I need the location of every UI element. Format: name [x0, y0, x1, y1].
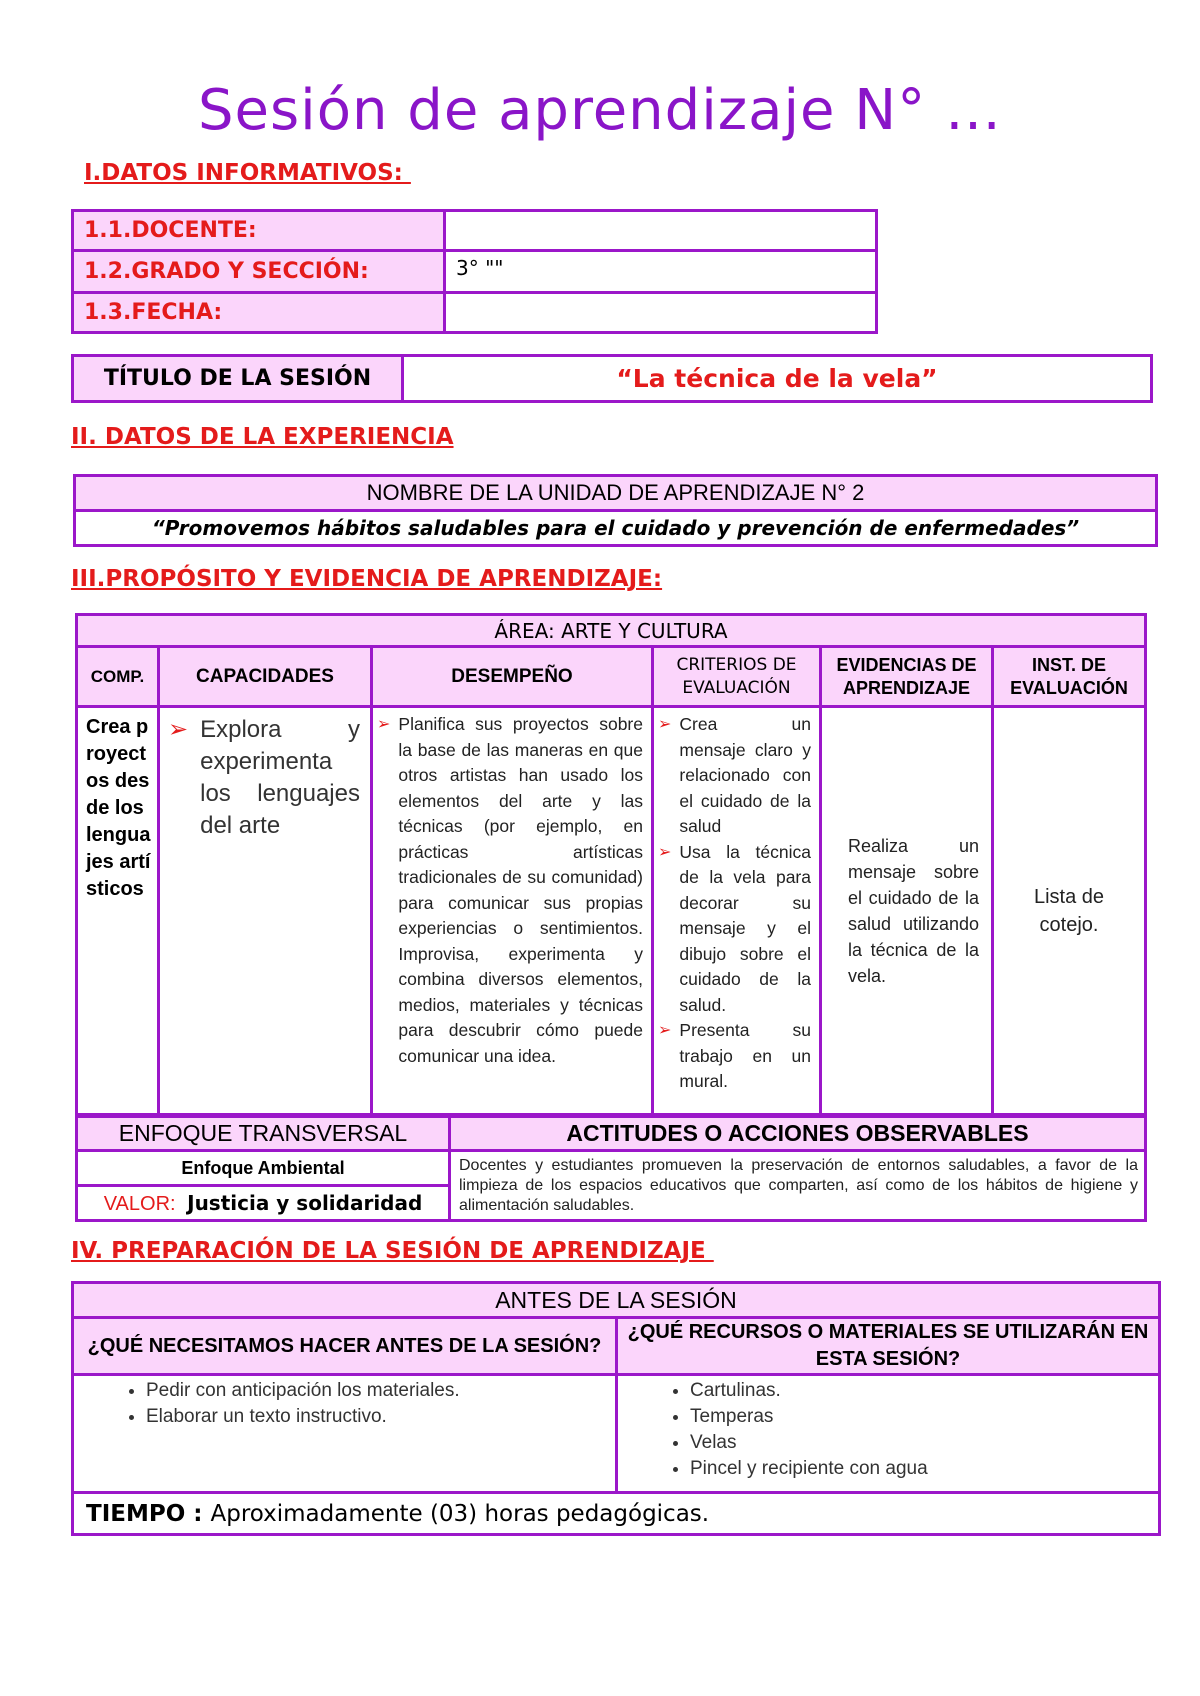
antes-sesion-header: ANTES DE LA SESIÓN [495, 1286, 737, 1313]
titulo-sesion-table [71, 354, 1153, 403]
header-desempeno: DESEMPEÑO [451, 666, 573, 687]
section-heading-datos-experiencia: II. DATOS DE LA EXPERIENCIA [71, 424, 454, 450]
header-criterios: CRITERIOS DE EVALUACIÓN [676, 654, 797, 698]
instrumento-text: Lista de cotejo. [1033, 885, 1105, 936]
list-item: • Elaborar un texto instructivo. [146, 1404, 615, 1430]
titulo-sesion-value: “La técnica de la vela” [616, 364, 938, 393]
recursos-list [618, 1378, 1158, 1482]
capacidad-text: Explora y experimenta los lenguajes del arte [200, 716, 360, 839]
list-item: • Temperas [690, 1404, 1158, 1430]
recursos-header: ¿QUÉ RECURSOS O MATERIALES SE UTILIZARÁN EN ESTA SESIÓN? [627, 1321, 1149, 1370]
list-item: • Velas [690, 1430, 1158, 1456]
hacer-header: ¿QUÉ NECESITAMOS HACER ANTES DE LA SESIÓN? [87, 1334, 602, 1357]
desempeno-text: Planifica sus proyectos sobre la base de las maneras en que otros artistas han usado los elementos del arte y las técnicas (por ejemplo, en prácticas artísticas tradicionales de su comunidad) para comunicar sus propias experiencias o sentimientos. Improvisa, experimenta y combina diversos elementos, medios, materiales y técnicas para descubrir cómo puede comunicar una idea. [398, 714, 643, 1066]
unidad-label: NOMBRE DE LA UNIDAD DE APRENDIZAJE N° 2 [366, 480, 865, 505]
enfoque-header: ENFOQUE TRANSVERSAL [118, 1120, 408, 1146]
tiempo-label: TIEMPO [86, 1500, 186, 1527]
evidencia-text: Realiza un mensaje sobre el cuidado de la salud utilizando la técnica de la vela. [848, 835, 979, 986]
list-item: • Pedir con anticipación los materiales. [146, 1378, 615, 1404]
enfoque-value: Enfoque Ambiental [181, 1157, 345, 1178]
valor-label: VALOR: [103, 1192, 176, 1215]
actitudes-header: ACTITUDES O ACCIONES OBSERVABLES [566, 1120, 1029, 1146]
arrow-bullet-icon: ➢ [658, 716, 672, 733]
proposito-table [75, 613, 1147, 1116]
arrow-bullet-icon: ➢ [658, 843, 672, 861]
titulo-sesion-label: TÍTULO DE LA SESIÓN [103, 366, 372, 391]
list-item: • Cartulinas. [690, 1378, 1158, 1404]
section-heading-datos-informativos: I.DATOS INFORMATIVOS: [84, 160, 411, 186]
header-comp: COMP. [90, 667, 145, 686]
list-item: • Pincel y recipiente con agua [690, 1456, 1158, 1482]
fecha-label: 1.3.FECHA: [84, 300, 223, 325]
competencia-text: Crea proyectos desde los lenguajes artísticos [86, 716, 151, 900]
tiempo-value: Aproximadamente (03) horas pedagógicas. [210, 1500, 710, 1527]
criterio-3: Presenta su trabajo en un mural. [679, 1020, 811, 1091]
section-heading-preparacion: IV. PREPARACIÓN DE LA SESIÓN DE APRENDIZAJE [71, 1238, 714, 1264]
page-title: Sesión de aprendizaje N° … [197, 78, 1002, 143]
unidad-value: “Promovemos hábitos saludables para el cuidado y prevención de enfermedades” [151, 516, 1080, 540]
preparacion-table [71, 1281, 1161, 1536]
criterio-1: Crea un mensaje claro y relacionado con el cuidado de la salud [679, 714, 811, 836]
actitudes-text: Docentes y estudiantes promueven la preservación de entornos saludables, a favor de la limpieza de los espacios educativos que comparten, así como de los hábitos de higiene y alimentación saludables. [459, 1157, 1138, 1214]
arrow-bullet-icon: ➢ [377, 716, 391, 733]
enfoque-table [75, 1115, 1147, 1222]
arrow-bullet-icon: ➢ [658, 1022, 672, 1039]
header-instrumento: INST. DE EVALUACIÓN [1010, 654, 1128, 698]
datos-informativos-table [71, 209, 878, 334]
header-capacidades: CAPACIDADES [196, 666, 334, 687]
arrow-bullet-icon: ➢ [168, 716, 189, 743]
unidad-aprendizaje-table [73, 474, 1158, 547]
area-label: ÁREA: ARTE Y CULTURA [494, 618, 728, 643]
header-evidencias: EVIDENCIAS DE APRENDIZAJE [836, 654, 977, 698]
grado-seccion-value: 3° "" [456, 256, 504, 280]
section-heading-proposito: III.PROPÓSITO Y EVIDENCIA DE APRENDIZAJE: [71, 566, 663, 592]
grado-seccion-label: 1.2.GRADO Y SECCIÓN: [84, 259, 369, 284]
criterio-2: Usa la técnica de la vela para decorar su mensaje y el dibujo sobre el cuidado de la salud. [679, 841, 811, 1015]
tiempo-separator: : [185, 1500, 211, 1527]
hacer-list [74, 1378, 615, 1430]
valor-value: Justicia y solidaridad [187, 1190, 423, 1215]
docente-label: 1.1.DOCENTE: [84, 218, 257, 243]
